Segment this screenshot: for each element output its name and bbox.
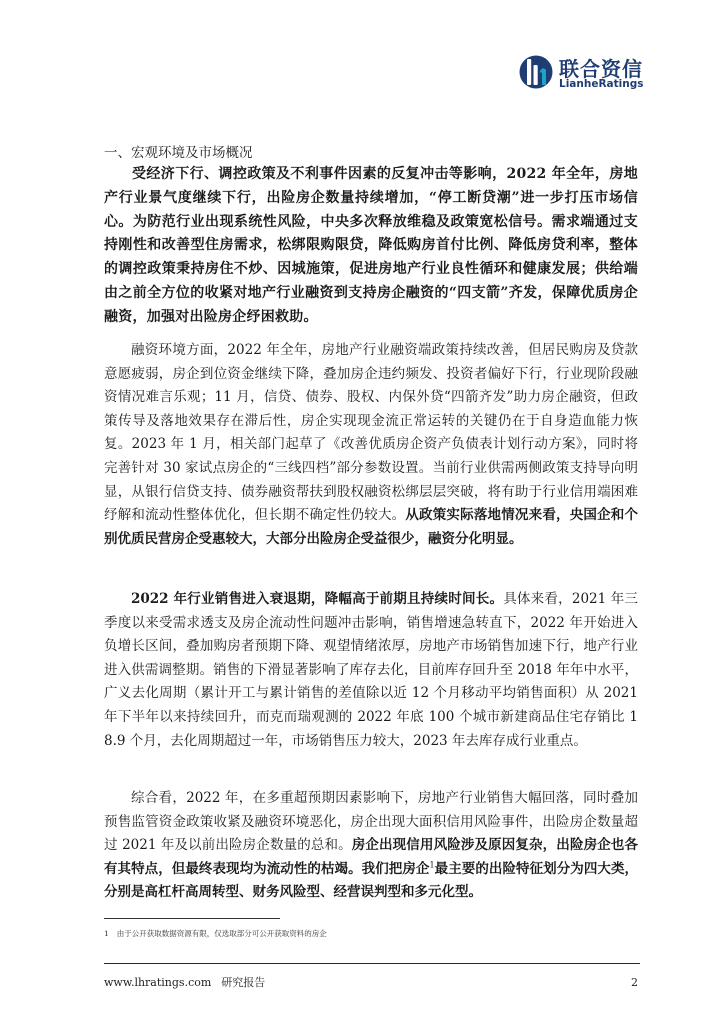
paragraph-emphasis: 最主要的出险特征划分为四大类，分别是高杠杆高周转型、财务风险型、经营误判型和多元化型。 [104,860,639,901]
paragraph-2 [104,339,638,551]
paragraph-text: 综合看，2022 年，在多重超预期因素影响下，房地产行业销售大幅回落，同时叠加预售监管资金政策收紧及融资环境恶化，房企出现大面积信用风险事件，出险房企数量超过 2021 年及以前出险房企数量的总和。 [104,790,638,854]
footer [104,976,265,990]
footnote-text: 由于公开获取数据资源有限，仅选取部分可公开获取资料的房企 [116,929,327,938]
paragraph-4 [104,787,638,905]
brand-name-en: LianheRatings [559,78,644,90]
paragraph-3 [104,588,638,753]
footer-divider [104,963,640,964]
brand-name-cn: 联合资信 [559,57,643,81]
paragraph-1 [104,163,638,330]
footnote [104,928,604,940]
footer-website-link[interactable]: www.lhratings.com [104,976,212,989]
section-heading: 一、宏观环境及市场概况 [104,145,253,161]
paragraph-emphasis: 从政策实际落地情况来看，央国企和个别优质民营房企受惠较大，大部分出险房企受益很少，融资分化明显。 [104,507,639,547]
company-logo [519,52,699,94]
footnote-number: 1 [104,929,109,938]
paragraph-text: 具体来看，2021 年三季度以来受需求透支及房企流动性问题冲击影响，销售增速急转直下，2022 年开始进入负增长区间，叠加购房者预期下降、观望情绪浓厚，房地产市场销售加速下行，地产行业进入供需调整期。销售的下滑显著影响了库存去化，目前库存回升至 2018 年年中水平，广义去化周期（累计开工与累计销售的差值除以近 12 个月移动平均销售面积）从 2021 年下半年以来持续回升，而克而瑞观测的 2022 年底 100 个城市新建商品住宅存销比 18.9 个月，去化周期超过一年，市场销售压力较大，2023 年去库存成行业重点。 [104,591,638,749]
paragraph-emphasis: 2022 年行业销售进入衰退期，降幅高于前期且持续时间长。 [131,591,504,607]
paragraph-emphasis: 房企出现信用风险涉及原因复杂，出险房企也各有其特点，但最终表现均为流动性的枯竭。我们把房企 [104,837,638,877]
paragraph-text: 融资环境方面，2022 年全年，房地产行业融资端政策持续改善，但居民购房及贷款意愿疲弱，房企到位资金继续下降，叠加房企违约频发、投资者偏好下行，行业现阶段融资情况难言乐观；11 月，信贷、债券、股权、内保外贷“四箭齐发”助力房企融资，但政策传导及落地效果存在滞后性，房企实现现金流正常运转的关键仍在于自身造血能力恢复。2023 年 1 月，相关部门起草了《改善优质房企资产负债表计划行动方案》，同时将完善针对 30 家试点房企的“三线四档”部分参数设置。当前行业供需两侧政策支持导向明显，从银行信贷支持、债券融资帮扶到股权融资松绑层层突破，将有助于行业信用端困难纾解和流动性整体优化，但长期不确定性仍较大。 [104,342,638,524]
paragraph-text: 受经济下行、调控政策及不利事件因素的反复冲击等影响，2022 年全年，房地产行业景气度继续下行，出险房企数量持续增加，“停工断贷潮”进一步打压市场信心。为防范行业出现系统性风险，中央多次释放维稳及政策宽松信号。需求端通过支持刚性和改善型住房需求，松绑限购限贷，降低购房首付比例、降低房贷利率，整体的调控政策秉持房住不炒、因城施策，促进房地产行业良性循环和健康发展；供给端由之前全方位的收紧对地产行业融资到支持房企融资的“四支箭”齐发，保障优质房企融资，加强对出险房企纾困救助。 [104,166,638,325]
lianhe-logo-icon [519,52,553,92]
footnote-reference[interactable]: 1 [429,860,435,870]
footer-label: 研究报告 [221,976,266,989]
page-number: 2 [631,976,638,989]
footnote-divider [104,918,280,919]
